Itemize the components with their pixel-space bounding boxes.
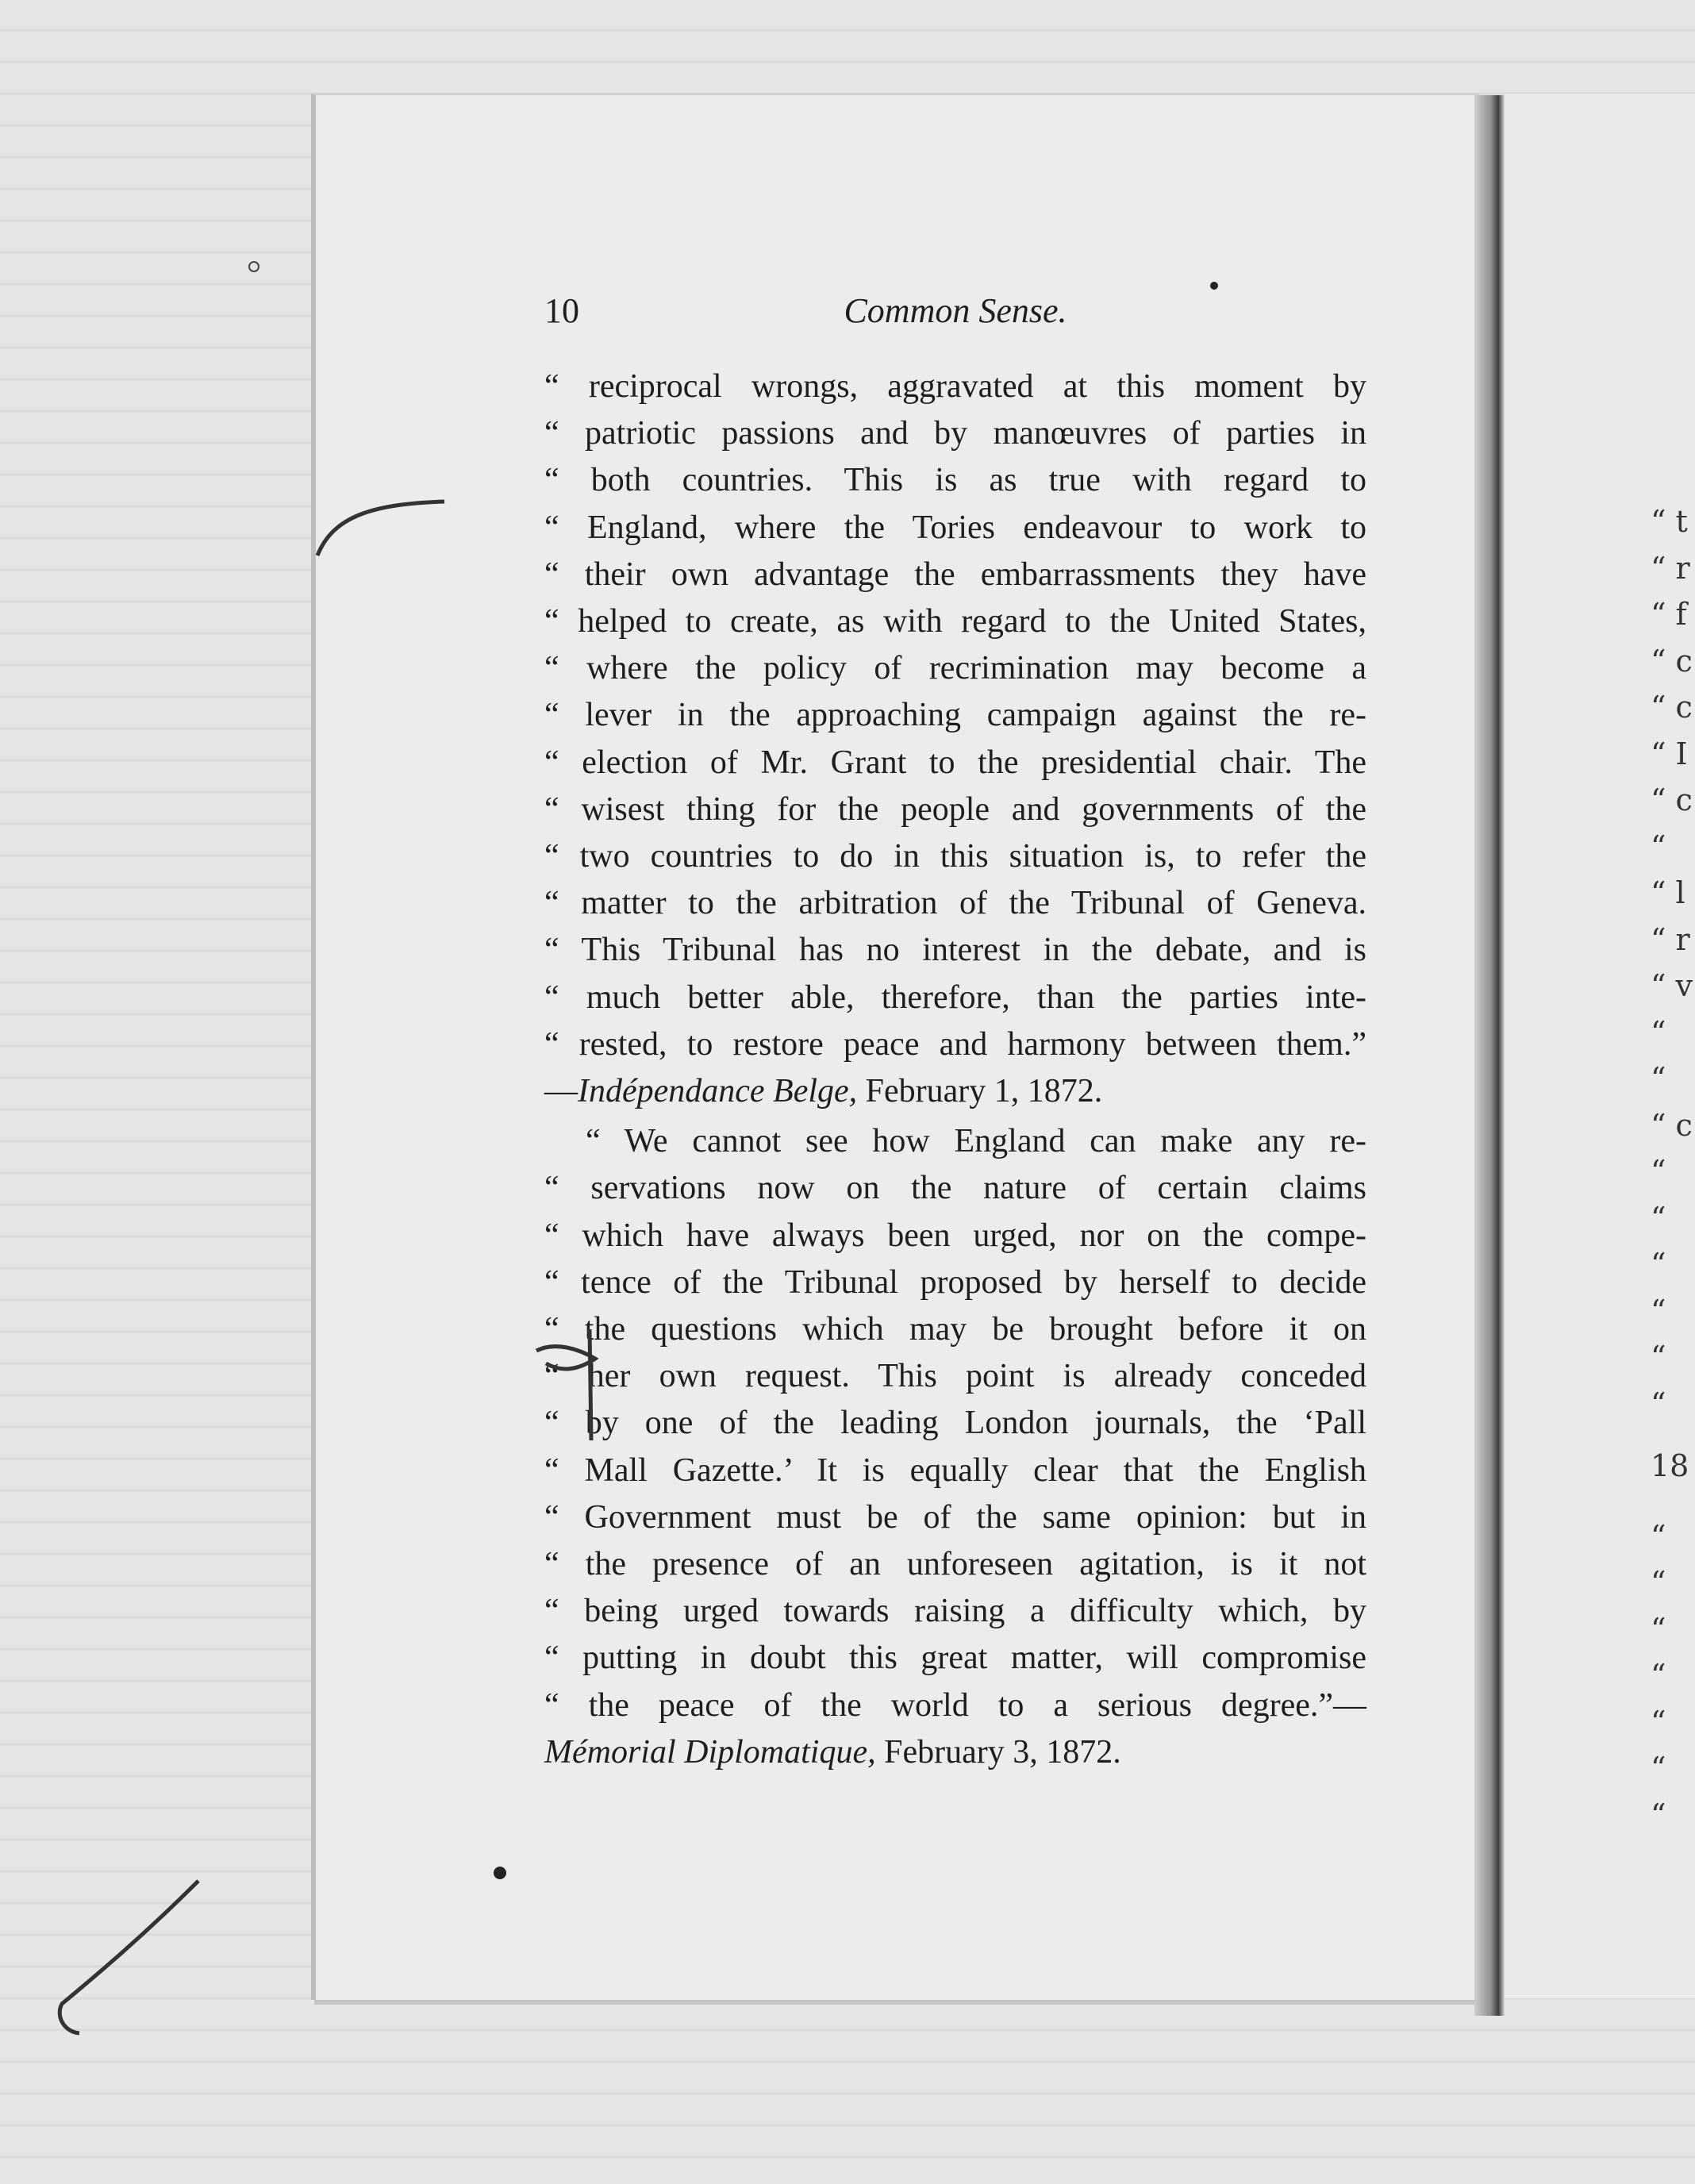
text-line: “ by one of the leading London journals, the ‘Pall [544,1405,1366,1442]
text-line: “ reciprocal wrongs, aggravated at this moment by [544,368,1366,405]
adjacent-mark: “ c [1651,782,1693,817]
adjacent-mark: “ c [1651,1107,1693,1143]
adjacent-mark: “ [1651,1154,1666,1189]
adjacent-mark: “ t [1651,504,1688,539]
adjacent-mark: “ c [1651,690,1693,725]
adjacent-mark: “ [1651,1200,1666,1236]
text-line: “ election of Mr. Grant to the presidential chair. The [544,744,1366,781]
adjacent-mark: “ v [1651,968,1693,1003]
adjacent-year-fragment: 18 [1651,1448,1689,1483]
adjacent-mark: “ I [1651,736,1688,771]
adjacent-mark: “ [1651,1565,1666,1600]
text-line: “ tence of the Tribunal proposed by herself to decide [544,1263,1366,1301]
text-line: “ putting in doubt this great matter, will compromise [544,1640,1366,1677]
source-title: Mémorial Diplomatique, [544,1733,876,1771]
text-line: “ the peace of the world to a serious degree.”— [544,1686,1366,1724]
text-line: “ We cannot see how England can make any re- [586,1123,1366,1160]
adjacent-mark: “ [1651,829,1666,864]
text-line: “ being urged towards raising a difficulty which, by [544,1593,1366,1630]
adjacent-mark: “ f [1651,597,1687,632]
adjacent-mark: “ [1651,1658,1666,1693]
text-line: “ helped to create, as with regard to the United States, [544,603,1366,640]
adjacent-mark: “ [1651,1293,1666,1328]
source-date: February 3, 1872. [884,1733,1121,1771]
adjacent-mark: “ [1651,1518,1666,1554]
text-line: “ Mall Gazette.’ It is equally clear that the English [544,1452,1366,1489]
text-line: “ their own advantage the embarrassments they have [544,556,1366,593]
source-title: Indépendance Belge, [578,1073,858,1110]
text-line: “ where the policy of recrimination may become a [544,650,1366,687]
adjacent-mark: “ [1651,1751,1666,1786]
spacer [1651,1490,1693,1513]
text-line: “ both countries. This is as true with regard to [544,462,1366,499]
book-gutter [1474,95,1505,2016]
page-body [544,363,1366,1776]
adjacent-mark: “ [1651,1386,1666,1421]
running-title: Common Sense. [844,291,1067,330]
page-header [544,287,1366,335]
text-line: “ her own request. This point is already conceded [544,1358,1366,1395]
text-line: “ the questions which may be brought before it on [544,1311,1366,1348]
adjacent-mark: “ [1651,1247,1666,1282]
text-line: “ lever in the approaching campaign against the re- [544,697,1366,734]
adjacent-mark: “ l [1651,875,1685,910]
text-line: “ two countries to do in this situation is, to refer the [544,838,1366,875]
text-line: “ This Tribunal has no interest in the debate, and is [544,932,1366,969]
adjacent-mark: “ [1651,1014,1666,1050]
text-line: “ matter to the arbitration of the Tribunal of Geneva. [544,885,1366,922]
source-citation: —Indépendance Belge, February 1, 1872. [544,1073,1103,1110]
adjacent-mark: “ r [1651,550,1690,586]
page-number: 10 [544,291,579,330]
adjacent-mark: “ [1651,1797,1666,1832]
adjacent-mark: “ [1651,1704,1666,1740]
text-line: “ which have always been urged, nor on the compe- [544,1217,1366,1254]
adjacent-mark: “ c [1651,643,1693,679]
adjacent-page-line-marks [1651,498,1693,1838]
adjacent-mark: “ [1651,1061,1666,1096]
adjacent-mark: “ [1651,1611,1666,1647]
adjacent-mark: “ [1651,1340,1666,1375]
text-line: “ much better able, therefore, than the parties inte- [544,979,1366,1016]
text-line: “ servations now on the nature of certain claims [544,1170,1366,1207]
text-line: “ rested, to restore peace and harmony between them.” [544,1025,1366,1063]
text-line: “ patriotic passions and by manœuvres of parties in [544,415,1366,452]
adjacent-page [1505,94,1695,1998]
text-line: “ England, where the Tories endeavour to work to [544,509,1366,546]
quotation-memorial-diplomatique [544,1118,1366,1776]
text-line: “ wisest thing for the people and governments of the [544,790,1366,828]
source-date: February 1, 1872. [865,1073,1103,1110]
quotation-independance-belge [544,363,1366,1115]
adjacent-mark: “ r [1651,921,1690,957]
text-line: “ the presence of an unforeseen agitation, is it not [544,1546,1366,1583]
source-citation [544,1729,1366,1776]
text-line: “ Government must be of the same opinion: but in [544,1498,1366,1536]
